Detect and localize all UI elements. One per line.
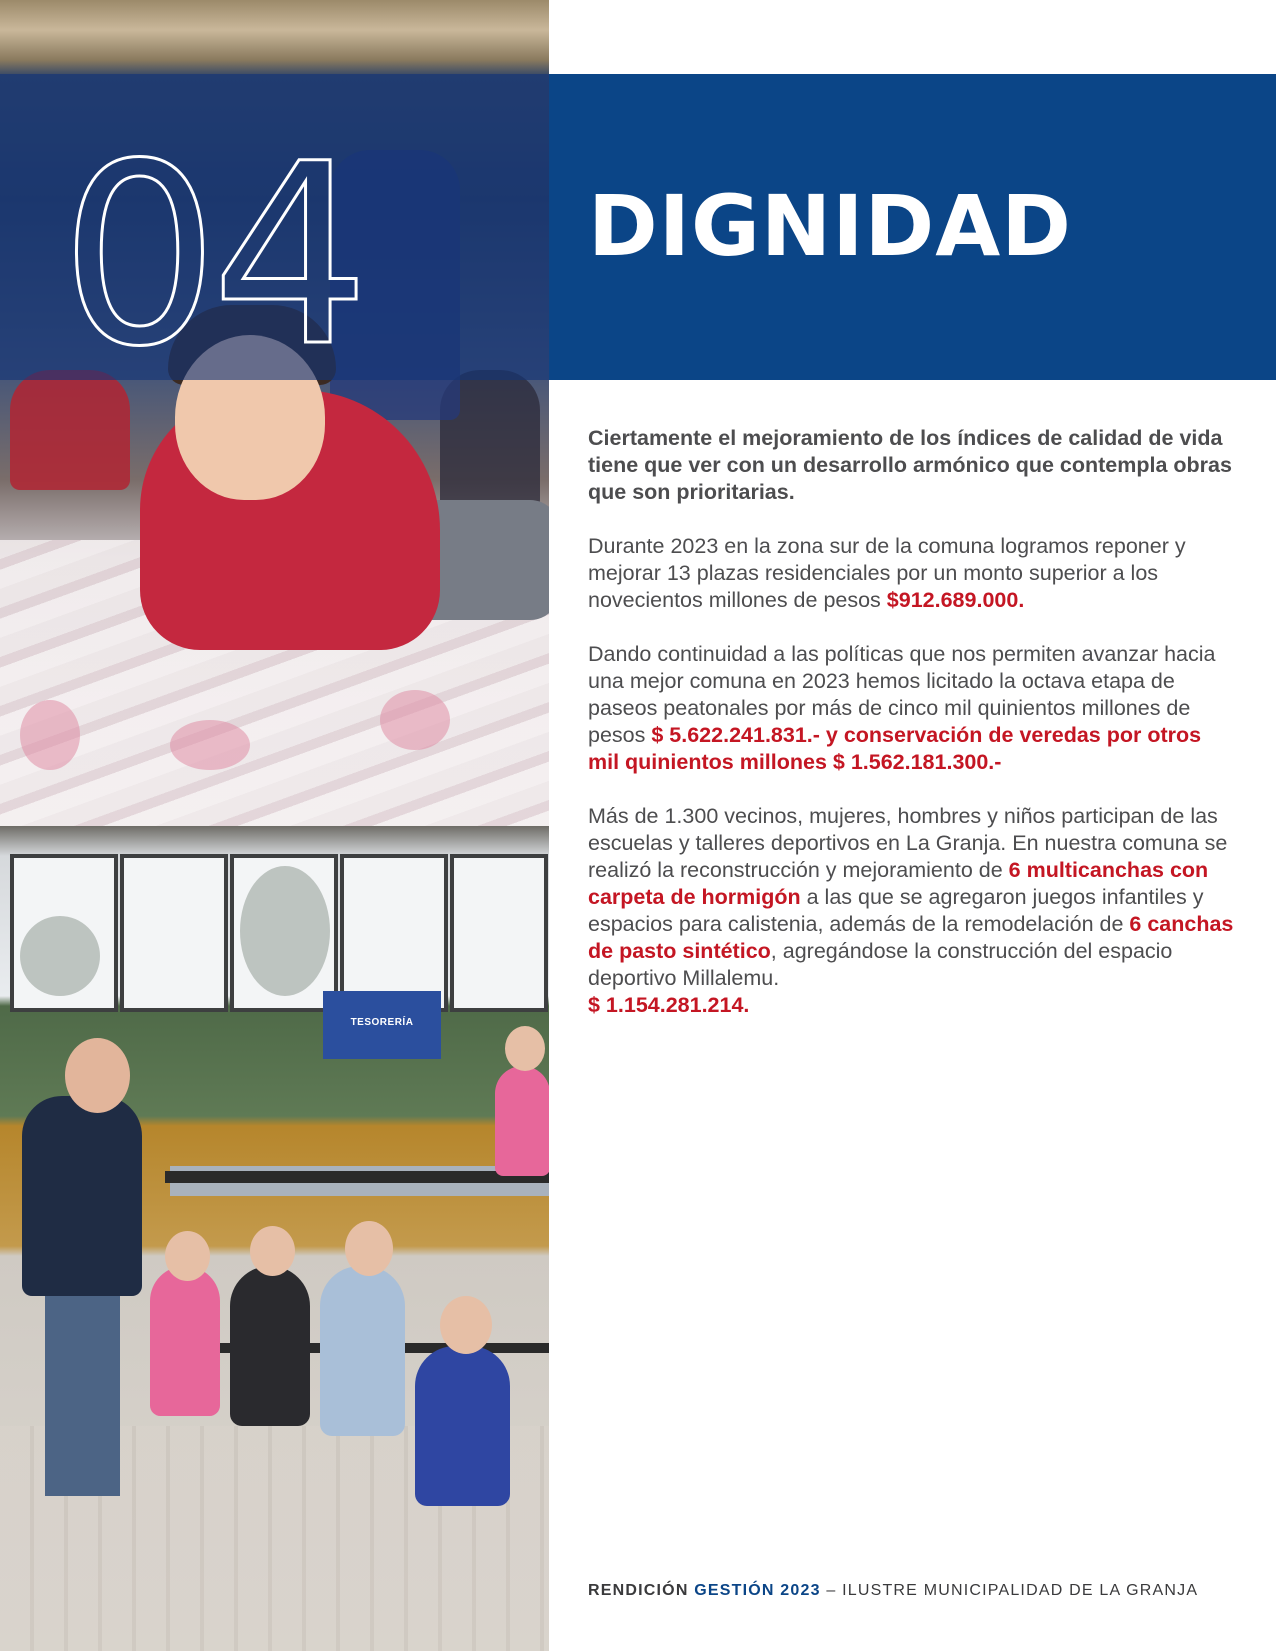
photo-bg-person [10,370,130,490]
section-title: DIGNIDAD [588,177,1072,275]
photo-kid-head [250,1226,295,1276]
photo-kid-head [165,1231,210,1281]
deportes-text-3: , agregándose la construcción del espacio deportivo Millalemu. [588,939,1173,990]
deportes-amount: $ 1.154.281.214. [588,993,750,1017]
paseos-text: Dando continuidad a las políticas que nos permiten avanzar hacia una mejor comuna en 2023 hemos licitado la octava etapa de paseos peatonales por más de cinco mil quinientos millones de pesos [588,642,1216,747]
photo-tree [20,916,100,996]
photo-kid [415,1346,510,1506]
photo-tree [240,866,330,996]
photo-man-jacket [22,1096,142,1296]
photo-kid [320,1266,405,1436]
photo-window [340,854,448,1012]
deportes-text-1: Más de 1.300 vecinos, mujeres, hombres y niños participan de las escuelas y talleres deportivos en La Granja. En nuestra comuna se realizó la reconstrucción y mejoramiento de [588,804,1228,882]
photo-pattern [380,690,450,750]
paseos-highlight: $ 5.622.241.831.- y conservación de veredas por otros mil quinientos millones $ 1.562.181.300.- [588,723,1202,774]
footer-suffix: – ILUSTRE MUNICIPALIDAD DE LA GRANJA [820,1582,1199,1599]
plazas-text: Durante 2023 en la zona sur de la comuna logramos reponer y mejorar 13 plazas residenciales por un monto superior a los novecientos millones de pesos [588,534,1186,612]
section-header-band [0,74,1276,380]
photo-kid [150,1266,220,1416]
photo-kid-head [440,1296,492,1354]
deportes-paragraph [588,803,1238,1019]
deportes-text-2: a las que se agregaron juegos infantiles y espacios para calistenia, además de la remodelación de [588,885,1204,936]
paseos-paragraph [588,641,1238,776]
photo-group-bunk-beds [0,826,549,1651]
photo-window [120,854,228,1012]
plazas-amount: $912.689.000. [886,588,1025,612]
deportes-highlight-canchas: 6 canchas de pasto sintético [588,912,1234,963]
photo-kid-head [345,1221,393,1276]
deportes-highlight-multicanchas: 6 multicanchas con carpeta de hormigón [588,858,1209,909]
footer-prefix: RENDICIÓN [588,1582,695,1599]
plazas-paragraph [588,533,1238,614]
section-number-text: 04 [60,114,363,364]
page-footer [588,1582,1198,1600]
photo-pattern [170,720,250,770]
photo-kid [230,1266,310,1426]
photo-man-legs [45,1286,120,1496]
photo-pattern [20,700,80,770]
main-content [588,425,1238,1046]
photo-sign-label: TESORERÍA [350,1017,414,1028]
section-number [60,114,400,364]
footer-brand: GESTIÓN 2023 [694,1582,821,1599]
photo-kid [495,1066,549,1176]
photo-sign [323,991,441,1059]
intro-paragraph: Ciertamente el mejoramiento de los índices de calidad de vida tiene que ver con un desarrollo armónico que contempla obras que son prioritarias. [588,426,1232,504]
photo-kid-head [505,1026,545,1071]
photo-man-head [65,1038,130,1113]
photo-window [450,854,548,1012]
